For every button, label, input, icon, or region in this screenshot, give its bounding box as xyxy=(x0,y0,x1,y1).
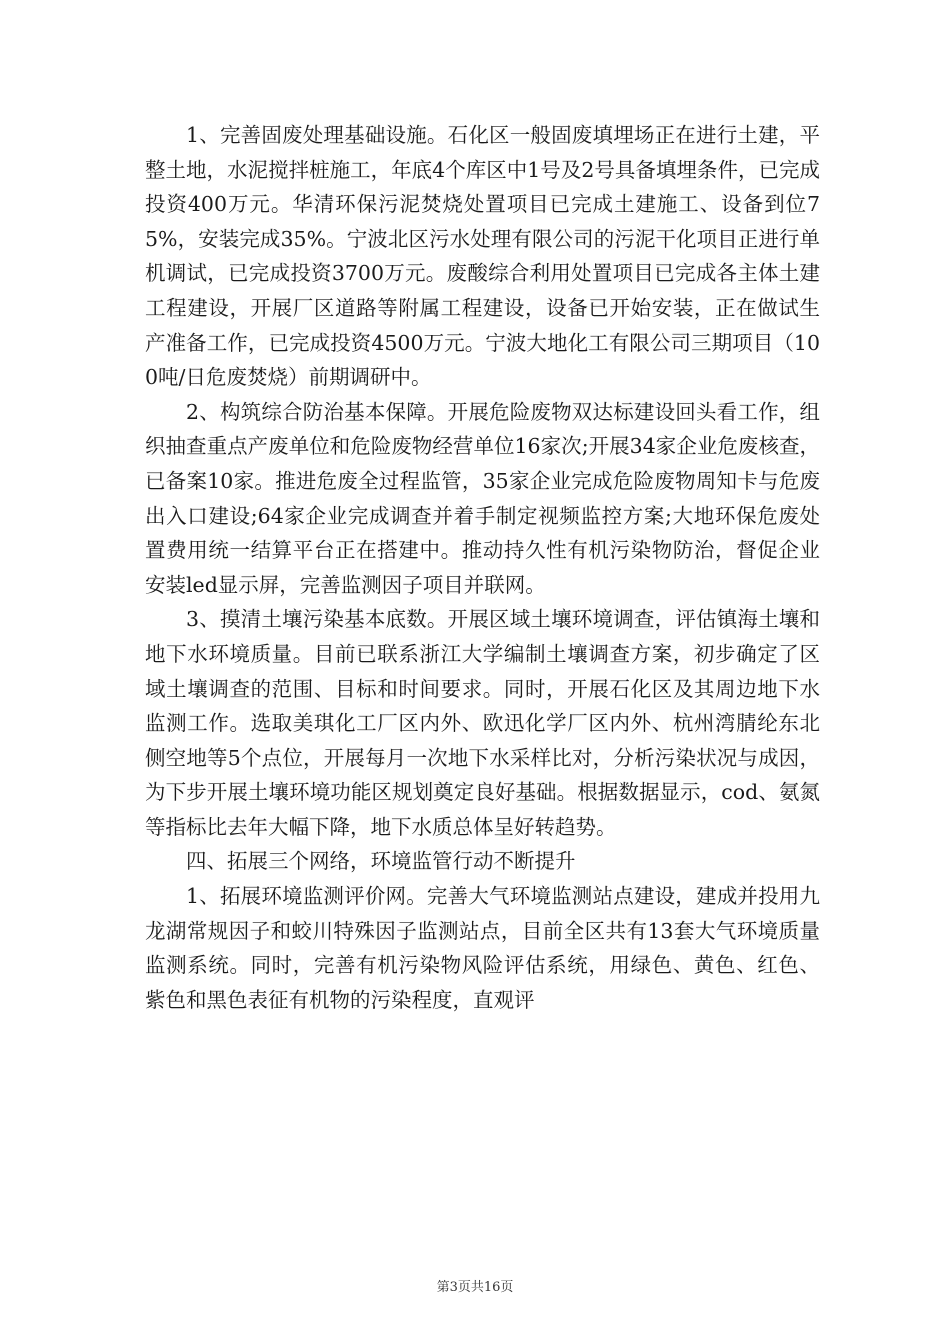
section-heading: 四、拓展三个网络，环境监管行动不断提升 xyxy=(186,849,576,874)
paragraph-prevention: 2、构筑综合防治基本保障。开展危险废物双达标建设回头看工作，组织抽查重点产废单位和危险废物经营单位16家次;开展34家企业危废核查，已备案10家。推进危废全过程监管，35家企业完成危险废物周知卡与危废出入口建设;64家企业完成调查并着手制定视频监控方案;大地环保危废处置费用统一结算平台正在搭建中。推动持久性有机污染物防治，督促企业安装led显示屏，完善监测因子项目并联网。 xyxy=(145,399,820,597)
document-body xyxy=(145,118,820,1017)
paragraph-monitoring: 1、拓展环境监测评价网。完善大气环境监测站点建设，建成并投用九龙湖常规因子和蛟川特殊因子监测站点，目前全区共有13套大气环境质量监测系统。同时，完善有机污染物风险评估系统，用绿色、黄色、红色、紫色和黑色表征有机物的污染程度，直观评 xyxy=(145,884,820,1012)
paragraph-solid-waste: 1、完善固废处理基础设施。石化区一般固废填埋场正在进行土建，平整土地，水泥搅拌桩施工，年底4个库区中1号及2号具备填埋条件，已完成投资400万元。华清环保污泥焚烧处置项目已完成土建施工、设备到位75%，安装完成35%。宁波北区污水处理有限公司的污泥干化项目正进行单机调试，已完成投资3700万元。废酸综合利用处置项目已完成各主体土建工程建设，开展厂区道路等附属工程建设，设备已开始安装，正在做试生产准备工作，已完成投资4500万元。宁波大地化工有限公司三期项目（100吨/日危废焚烧）前期调研中。 xyxy=(145,123,820,390)
page-number: 第3页共16页 xyxy=(436,1280,514,1295)
page-footer xyxy=(0,1276,950,1295)
paragraph-soil: 3、摸清土壤污染基本底数。开展区域土壤环境调查，评估镇海土壤和地下水环境质量。目前已联系浙江大学编制土壤调查方案，初步确定了区域土壤调查的范围、目标和时间要求。同时，开展石化区及其周边地下水监测工作。选取美琪化工厂区内外、欧迅化学厂区内外、杭州湾腈纶东北侧空地等5个点位，开展每月一次地下水采样比对，分析污染状况与成因，为下步开展土壤环境功能区规划奠定良好基础。根据数据显示，cod、氨氮等指标比去年大幅下降，地下水质总体呈好转趋势。 xyxy=(145,607,820,839)
